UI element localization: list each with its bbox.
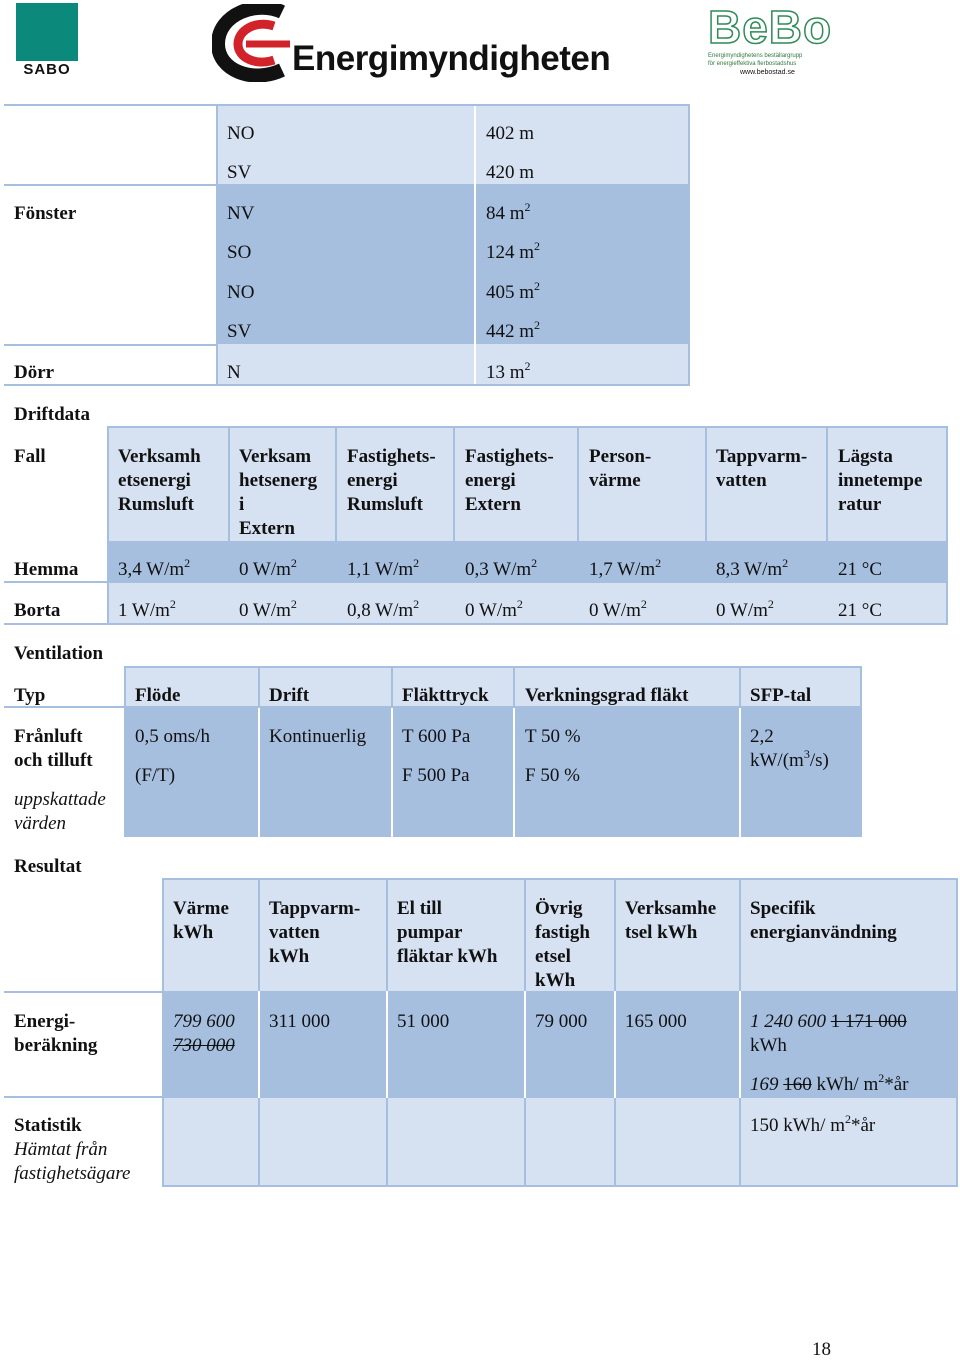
hemma-cell-6: 8,3 $W/m^2$ [716, 556, 789, 580]
vent-col-flode: Flöde [135, 685, 181, 706]
res-verksamhet-value: 165 000 [625, 1011, 687, 1032]
facade-val-6: 442 $m^2$ [486, 318, 541, 342]
page-number: 18 [812, 1339, 831, 1360]
statistik-source: Hämtat från fastighetsägare [14, 1139, 131, 1184]
door-area [216, 344, 690, 386]
res-el-value: 51 000 [397, 1011, 450, 1032]
driftdata-col-fall: Fall [14, 446, 46, 467]
res-statistik-value: 150 kWh/ $m^2*år$ [750, 1112, 876, 1136]
window-area [216, 184, 690, 344]
vent-tryck-t: T 600 Pa [402, 726, 471, 747]
borta-label: Borta [14, 600, 61, 621]
facade-dir-4: SO [227, 242, 252, 263]
res-col-varme: Värme kWh [173, 898, 229, 943]
facade-val-3: 84 $m^2$ [486, 200, 531, 224]
dorr-dir: N [227, 362, 241, 383]
borta-cell-2: 0 $W/m^2$ [239, 597, 297, 621]
driftdata-col-verksamhet-extern: Verksam hetsenerg i Extern [239, 446, 318, 539]
res-varme-old: 730 000 [173, 1035, 235, 1056]
vent-col-typ: Typ [14, 685, 46, 706]
vent-verk-f: F 50 % [525, 765, 580, 786]
res-varme-new: 799 600 [173, 1011, 235, 1032]
energiberakning-label: Energi- beräkning [14, 1011, 98, 1056]
res-spec-unit: kWh [750, 1035, 787, 1056]
res-col-verksamhetsel: Verksamhe tsel kWh [625, 898, 717, 943]
driftdata-col-verksamhet-rumsluft: Verksamh etsenergi Rumsluft [118, 446, 201, 515]
energimyndigheten-logo: Energimyndigheten [212, 4, 577, 84]
facade-orientation-area [216, 104, 690, 184]
borta-cell-4: 0 $W/m^2$ [465, 597, 523, 621]
res-ovrig-value: 79 000 [535, 1011, 588, 1032]
res-spec-kwh: 1 240 600 1 171 000 [750, 1011, 907, 1032]
sabo-logo: SABO [16, 3, 78, 79]
facade-val-1: 402 m [486, 123, 535, 144]
ventilation-heading: Ventilation [14, 643, 104, 664]
res-spec-per-m2: 169 160 kWh/ $m^2*år$ [750, 1071, 909, 1095]
vent-tryck-f: F 500 Pa [402, 765, 470, 786]
resultat-statistik-row [162, 1098, 958, 1187]
hemma-cell-4: 0,3 $W/m^2$ [465, 556, 538, 580]
driftdata-row-borta [107, 583, 948, 625]
facade-dir-1: NO [227, 123, 255, 144]
dorr-val: 13 $m^2$ [486, 359, 531, 383]
vent-sfp-unit: $kW/(m^3/s)$ [750, 747, 829, 771]
facade-dir-3: NV [227, 203, 255, 224]
dorr-label: Dörr [14, 362, 55, 383]
res-col-tappvarmvatten: Tappvarm- vatten kWh [269, 898, 361, 967]
vent-flode-ft: (F/T) [135, 765, 176, 786]
vent-typ-note: uppskattade värden [14, 789, 106, 834]
facade-dir-5: NO [227, 282, 255, 303]
bebo-logo: BeBo Energimyndighetens beställargrupp för energieffektiva flerbostadshus www.bebostad.se [708, 1, 833, 76]
driftdata-heading: Driftdata [14, 404, 90, 425]
fonster-label: Fönster [14, 203, 77, 224]
res-tappvarm-value: 311 000 [269, 1011, 331, 1032]
driftdata-col-lagsta-temp: Lägsta innetempe ratur [838, 446, 923, 515]
resultat-heading: Resultat [14, 856, 82, 877]
res-col-specifik: Specifik energianvändning [750, 898, 897, 943]
hemma-cell-2: 0 $W/m^2$ [239, 556, 297, 580]
facade-val-2: 420 m [486, 162, 535, 183]
vent-col-verkningsgrad: Verkningsgrad fläkt [525, 685, 689, 706]
borta-cell-1: 1 $W/m^2$ [118, 597, 176, 621]
facade-dir-6: SV [227, 321, 252, 342]
driftdata-col-personvarme: Person- värme [589, 446, 652, 491]
hemma-cell-1: 3,4 $W/m^2$ [118, 556, 191, 580]
vent-flode-value: 0,5 oms/h [135, 726, 210, 747]
vent-verk-t: T 50 % [525, 726, 581, 747]
hemma-cell-3: 1,1 $W/m^2$ [347, 556, 420, 580]
statistik-label: Statistik [14, 1115, 82, 1136]
res-col-ovrig-fastighetsel: Övrig fastigh etsel kWh [535, 898, 590, 991]
driftdata-col-tappvarmvatten: Tappvarm- vatten [716, 446, 808, 491]
driftdata-col-fastighet-extern: Fastighets- energi Extern [465, 446, 554, 515]
hemma-cell-5: 1,7 $W/m^2$ [589, 556, 662, 580]
driftdata-col-fastighet-rumsluft: Fastighets- energi Rumsluft [347, 446, 436, 515]
facade-val-5: 405 $m^2$ [486, 279, 541, 303]
borta-cell-5: 0 $W/m^2$ [589, 597, 647, 621]
facade-dir-2: SV [227, 162, 252, 183]
hemma-temp: 21 °C [838, 559, 883, 580]
borta-cell-6: 0 $W/m^2$ [716, 597, 774, 621]
vent-sfp-value: 2,2 [750, 726, 774, 747]
facade-val-4: 124 $m^2$ [486, 239, 541, 263]
vent-typ-value: Frånluft och tilluft [14, 726, 93, 771]
borta-cell-3: 0,8 $W/m^2$ [347, 597, 420, 621]
vent-col-sfp: SFP-tal [750, 685, 812, 706]
energimyndigheten-emblem-icon [212, 4, 294, 82]
res-col-el-pumpar: El till pumpar fläktar kWh [397, 898, 498, 967]
vent-col-drift: Drift [269, 685, 310, 706]
vent-drift-value: Kontinuerlig [269, 726, 367, 747]
hemma-label: Hemma [14, 559, 79, 580]
vent-col-flakttryck: Fläkttryck [402, 685, 489, 706]
borta-temp: 21 °C [838, 600, 883, 621]
